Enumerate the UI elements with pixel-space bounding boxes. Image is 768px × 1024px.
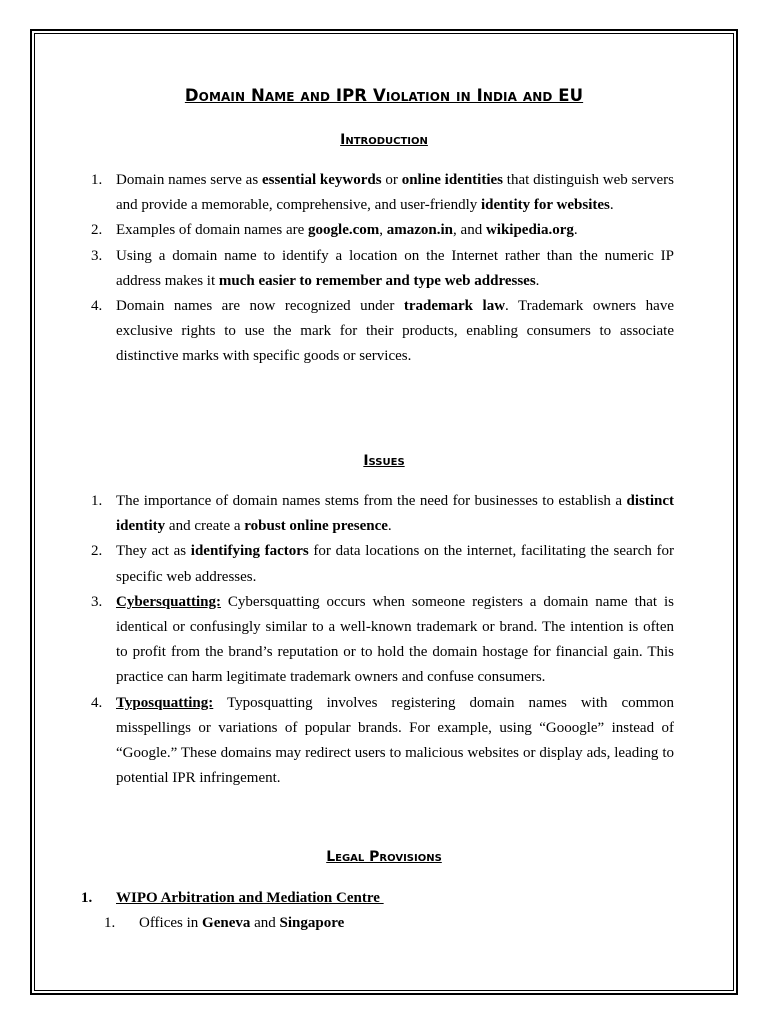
text-run: The importance of domain names stems from the need for businesses to establish a — [116, 493, 627, 509]
list-item-text — [116, 218, 674, 243]
list-item-text — [116, 691, 674, 792]
bold-term: essential keywords — [261, 172, 382, 188]
bold-term: trademark law — [403, 298, 506, 315]
text-run: . Trademark owners have exclusive rights to use the mark for their products, enabling consumers to associate distinctive marks with specific goods or services. — [116, 298, 674, 365]
text-run: . — [535, 272, 540, 289]
list-item-number: 4. — [91, 694, 103, 711]
underlined-term: Typosquatting: — [116, 694, 214, 711]
legal-provision-item — [0, 888, 768, 908]
bold-term: identity for websites — [480, 197, 610, 214]
list-item-text — [116, 244, 674, 294]
introduction-heading: Introduction — [340, 132, 428, 148]
legal-subitem-text — [139, 913, 344, 933]
list-item — [0, 244, 768, 294]
list-item — [0, 218, 768, 243]
text-run: Typosquatting involves registering domain names with common misspellings or variations of popular brands. For example, using “Gooogle” instead of “Google.” These domains may redirect users to malicious websites or display ads, leading to potential IPR infringement. — [116, 694, 674, 787]
document-title: Domain Name and IPR Violation in India and EU — [184, 86, 584, 105]
text-run: Domain names are now recognized under — [116, 298, 404, 315]
introduction-list — [0, 168, 768, 370]
text-run: Using a domain name to identify a location on the Internet rather than the numeric IP address makes it — [116, 247, 674, 289]
list-item-number: 3. — [91, 247, 103, 264]
text-run: . — [609, 197, 614, 214]
issues-list — [0, 489, 768, 791]
bold-term: Singapore — [279, 915, 345, 931]
text-run: for data locations on the internet, facilitating the search for specific web addresses. — [116, 543, 674, 585]
text-run: that distinguish web servers and provide a memorable, comprehensive, and user-friendly — [116, 172, 675, 214]
text-run: Examples of domain names are — [116, 222, 309, 239]
text-run: and create a — [165, 518, 245, 535]
text-run: Cybersquatting occurs when someone registers a domain name that is identical or confusingly similar to a well-known trademark or brand. The intention is often to profit from the brand’s reputation or to hold the domain hostage for financial gain. This practice can harm legitimate trademark owners and confuse consumers. — [116, 593, 674, 686]
list-item-text — [116, 539, 674, 589]
text-run: Domain names serve as — [116, 172, 262, 188]
list-item — [0, 489, 768, 539]
list-item-text — [116, 590, 674, 691]
bold-term: google.com — [308, 222, 380, 239]
list-item-number: 4. — [91, 298, 103, 315]
list-item-text — [116, 489, 674, 539]
underlined-term: Cybersquatting: — [116, 593, 222, 610]
list-item-number: 1. — [91, 172, 103, 188]
text-run: , — [379, 222, 387, 239]
list-item-number: 2. — [91, 222, 103, 239]
legal-subitem-number: 1. — [104, 915, 116, 931]
list-item-text — [116, 294, 674, 370]
bold-term: online identities — [401, 172, 504, 188]
list-item — [0, 691, 768, 792]
bold-term: Geneva — [202, 915, 251, 931]
bold-term: much easier to remember and type web addresses — [218, 272, 536, 289]
bold-term: robust online presence — [244, 518, 388, 535]
list-item-text — [116, 168, 674, 218]
text-run: , and — [453, 222, 486, 239]
bold-term: amazon.in — [386, 222, 454, 239]
list-item — [0, 590, 768, 691]
bold-term: wikipedia.org — [485, 222, 574, 239]
text-run: Offices in — [139, 915, 203, 931]
text-run: . — [387, 518, 392, 535]
text-run: or — [381, 172, 402, 188]
issues-heading: Issues — [363, 453, 405, 469]
bold-term: distinct identity — [116, 493, 674, 535]
list-item — [0, 539, 768, 589]
legal-provision-label: WIPO Arbitration and Mediation Centre — [116, 890, 384, 906]
text-run: and — [250, 915, 280, 931]
list-item-number: 3. — [91, 593, 103, 610]
list-item — [0, 168, 768, 218]
legal-provision-subitem — [0, 913, 768, 933]
list-item — [0, 294, 768, 370]
list-item-number: 2. — [91, 543, 103, 560]
legal-provision-number: 1. — [81, 890, 93, 906]
text-run: They act as — [116, 543, 191, 560]
bold-term: identifying factors — [190, 543, 309, 560]
legal-provisions-heading: Legal Provisions — [326, 849, 442, 865]
list-item-number: 1. — [91, 493, 103, 509]
text-run: . — [573, 222, 578, 239]
